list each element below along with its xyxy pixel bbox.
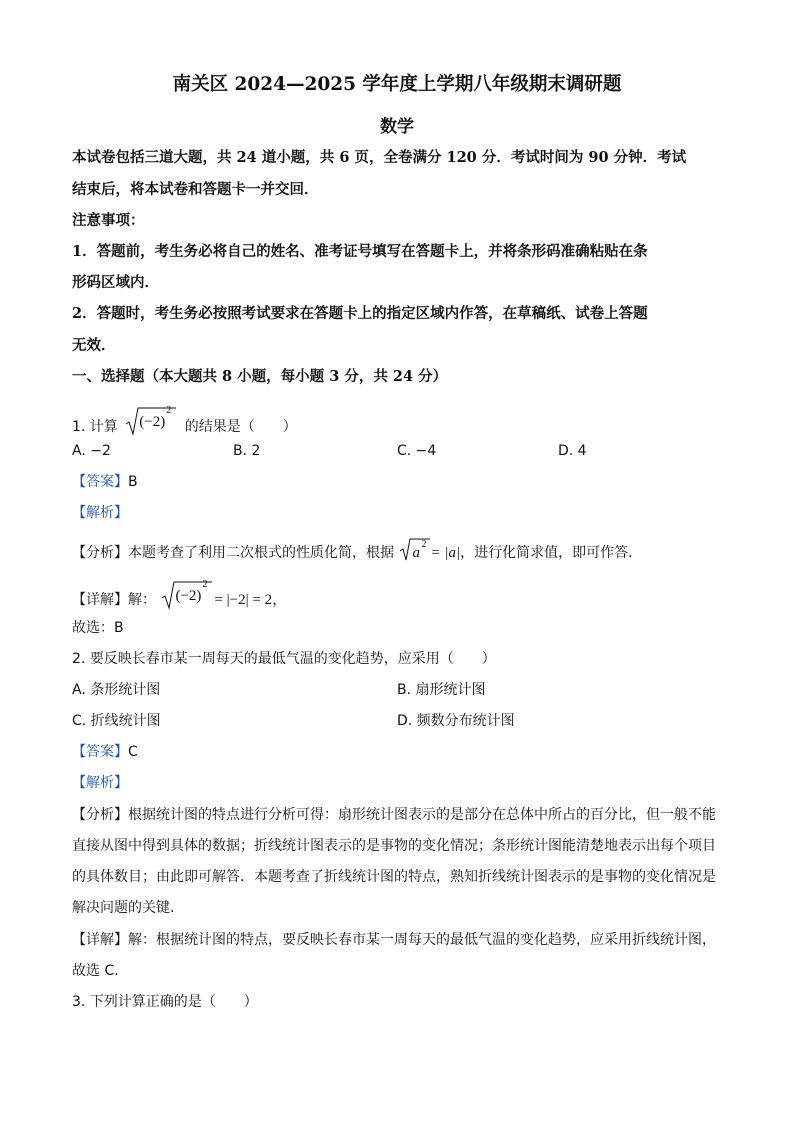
detail-rhs: = |−2| = 2， [214, 592, 288, 608]
notice-1-line-2: 形码区域内． [72, 274, 159, 291]
q2-analysis-tag [72, 773, 128, 793]
notice-1-line-1: 1．答题前，考生务必将自己的姓名、准考证号填写在答题卡上，并将条形码准确粘贴在条 [72, 243, 648, 260]
question-2: 2. 要反映长春市某一周每天的最低气温的变化趋势，应采用（ ） [72, 651, 496, 667]
q1-answer-value: B [128, 474, 138, 490]
intro-line-1: 本试卷包括三道大题，共 24 道小题，共 6 页，全卷满分 120 分．考试时间为 90 分钟．考试 [72, 149, 687, 166]
q1-sqrt-expression [126, 406, 176, 436]
fenxi-rhs: = |a| [430, 545, 461, 561]
q2-option-c: C. 折线统计图 [72, 713, 161, 729]
q2-fenxi-line-2: 直接从图中得到具体的数据；折线统计图表示的是事物的变化情况；条形统计图能清楚地表示出每个项目 [72, 838, 716, 854]
q2-option-b: B. 扇形统计图 [397, 682, 486, 698]
answer-tag: 【答案】 [72, 744, 128, 760]
notice-2-line-2: 无效． [72, 337, 116, 354]
q2-fenxi-line-1 [72, 805, 716, 825]
detail-exponent: 2 [202, 579, 208, 590]
analysis-tag: 【解析】 [72, 775, 128, 791]
fenxi-tag: 【分析】 [72, 545, 128, 561]
q1-fenxi [72, 540, 642, 566]
q2-answer-value: C [128, 744, 138, 760]
q2-fenxi-line-3: 的具体数目；由此即可解答．本题考查了折线统计图的特点，熟知折线统计图表示的是事物的变化情况是 [72, 869, 716, 885]
q1-detail [72, 579, 288, 615]
fenxi-radicand: a [412, 545, 420, 561]
fenxi-exponent: 2 [421, 539, 427, 550]
q1-suffix: 的结果是（ ） [184, 419, 297, 435]
answer-tag: 【答案】 [72, 474, 128, 490]
q1-prefix: 1. 计算 [72, 419, 118, 435]
detail-tag: 【详解】 [72, 592, 128, 608]
q1-option-c: C. −4 [397, 443, 437, 459]
q2-detail-text-1: 解：根据统计图的特点，要反映长春市某一周每天的最低气温的变化趋势，应采用折线统计图， [128, 932, 716, 948]
fenxi-tag: 【分析】 [72, 807, 128, 823]
question-3: 3. 下列计算正确的是（ ） [72, 994, 258, 1010]
q2-detail-line-2: 故选 C． [72, 963, 129, 979]
notice-heading: 注意事项： [72, 212, 145, 229]
q1-option-b: B. 2 [233, 443, 261, 459]
q1-radicand: (−2) [139, 414, 166, 430]
intro-line-2: 结束后，将本试卷和答题卡一并交回． [72, 181, 319, 198]
q2-fenxi-line-4: 解决问题的关键． [72, 900, 184, 916]
q1-option-d: D. 4 [558, 443, 587, 459]
q1-detail-formula [162, 580, 212, 610]
analysis-tag: 【解析】 [72, 505, 128, 521]
page-title: 南关区 2024—2025 学年度上学期八年级期末调研题 [172, 74, 622, 95]
q1-choose: 故选：B [72, 620, 124, 636]
q2-fenxi-text-1: 根据统计图的特点进行分析可得：扇形统计图表示的是部分在总体中所占的百分比，但一般不能 [128, 807, 716, 823]
q2-option-d: D. 频数分布统计图 [397, 713, 515, 729]
notice-2-line-1: 2．答题时，考生务必按照考试要求在答题卡上的指定区域内作答，在草稿纸、试卷上答题 [72, 305, 648, 322]
q2-detail-line-1 [72, 930, 716, 950]
q2-option-a: A. 条形统计图 [72, 682, 161, 698]
section-heading: 一、选择题（本大题共 8 小题，每小题 3 分，共 24 分） [72, 368, 448, 385]
q2-answer [72, 742, 138, 762]
q1-detail-text: 解： [128, 592, 156, 608]
q1-fenxi-text-a: 本题考查了利用二次根式的性质化简，根据 [128, 545, 394, 561]
detail-tag: 【详解】 [72, 932, 128, 948]
question-1 [72, 405, 297, 442]
q1-answer [72, 472, 138, 492]
detail-radicand: (−2) [175, 588, 202, 604]
q1-exponent: 2 [166, 405, 172, 416]
q1-fenxi-text-b: ，进行化简求值，即可作答． [460, 545, 643, 561]
q1-fenxi-formula [400, 536, 430, 562]
q1-option-a: A. −2 [72, 443, 111, 459]
subject-title: 数学 [380, 117, 414, 137]
q1-analysis-tag [72, 503, 128, 523]
